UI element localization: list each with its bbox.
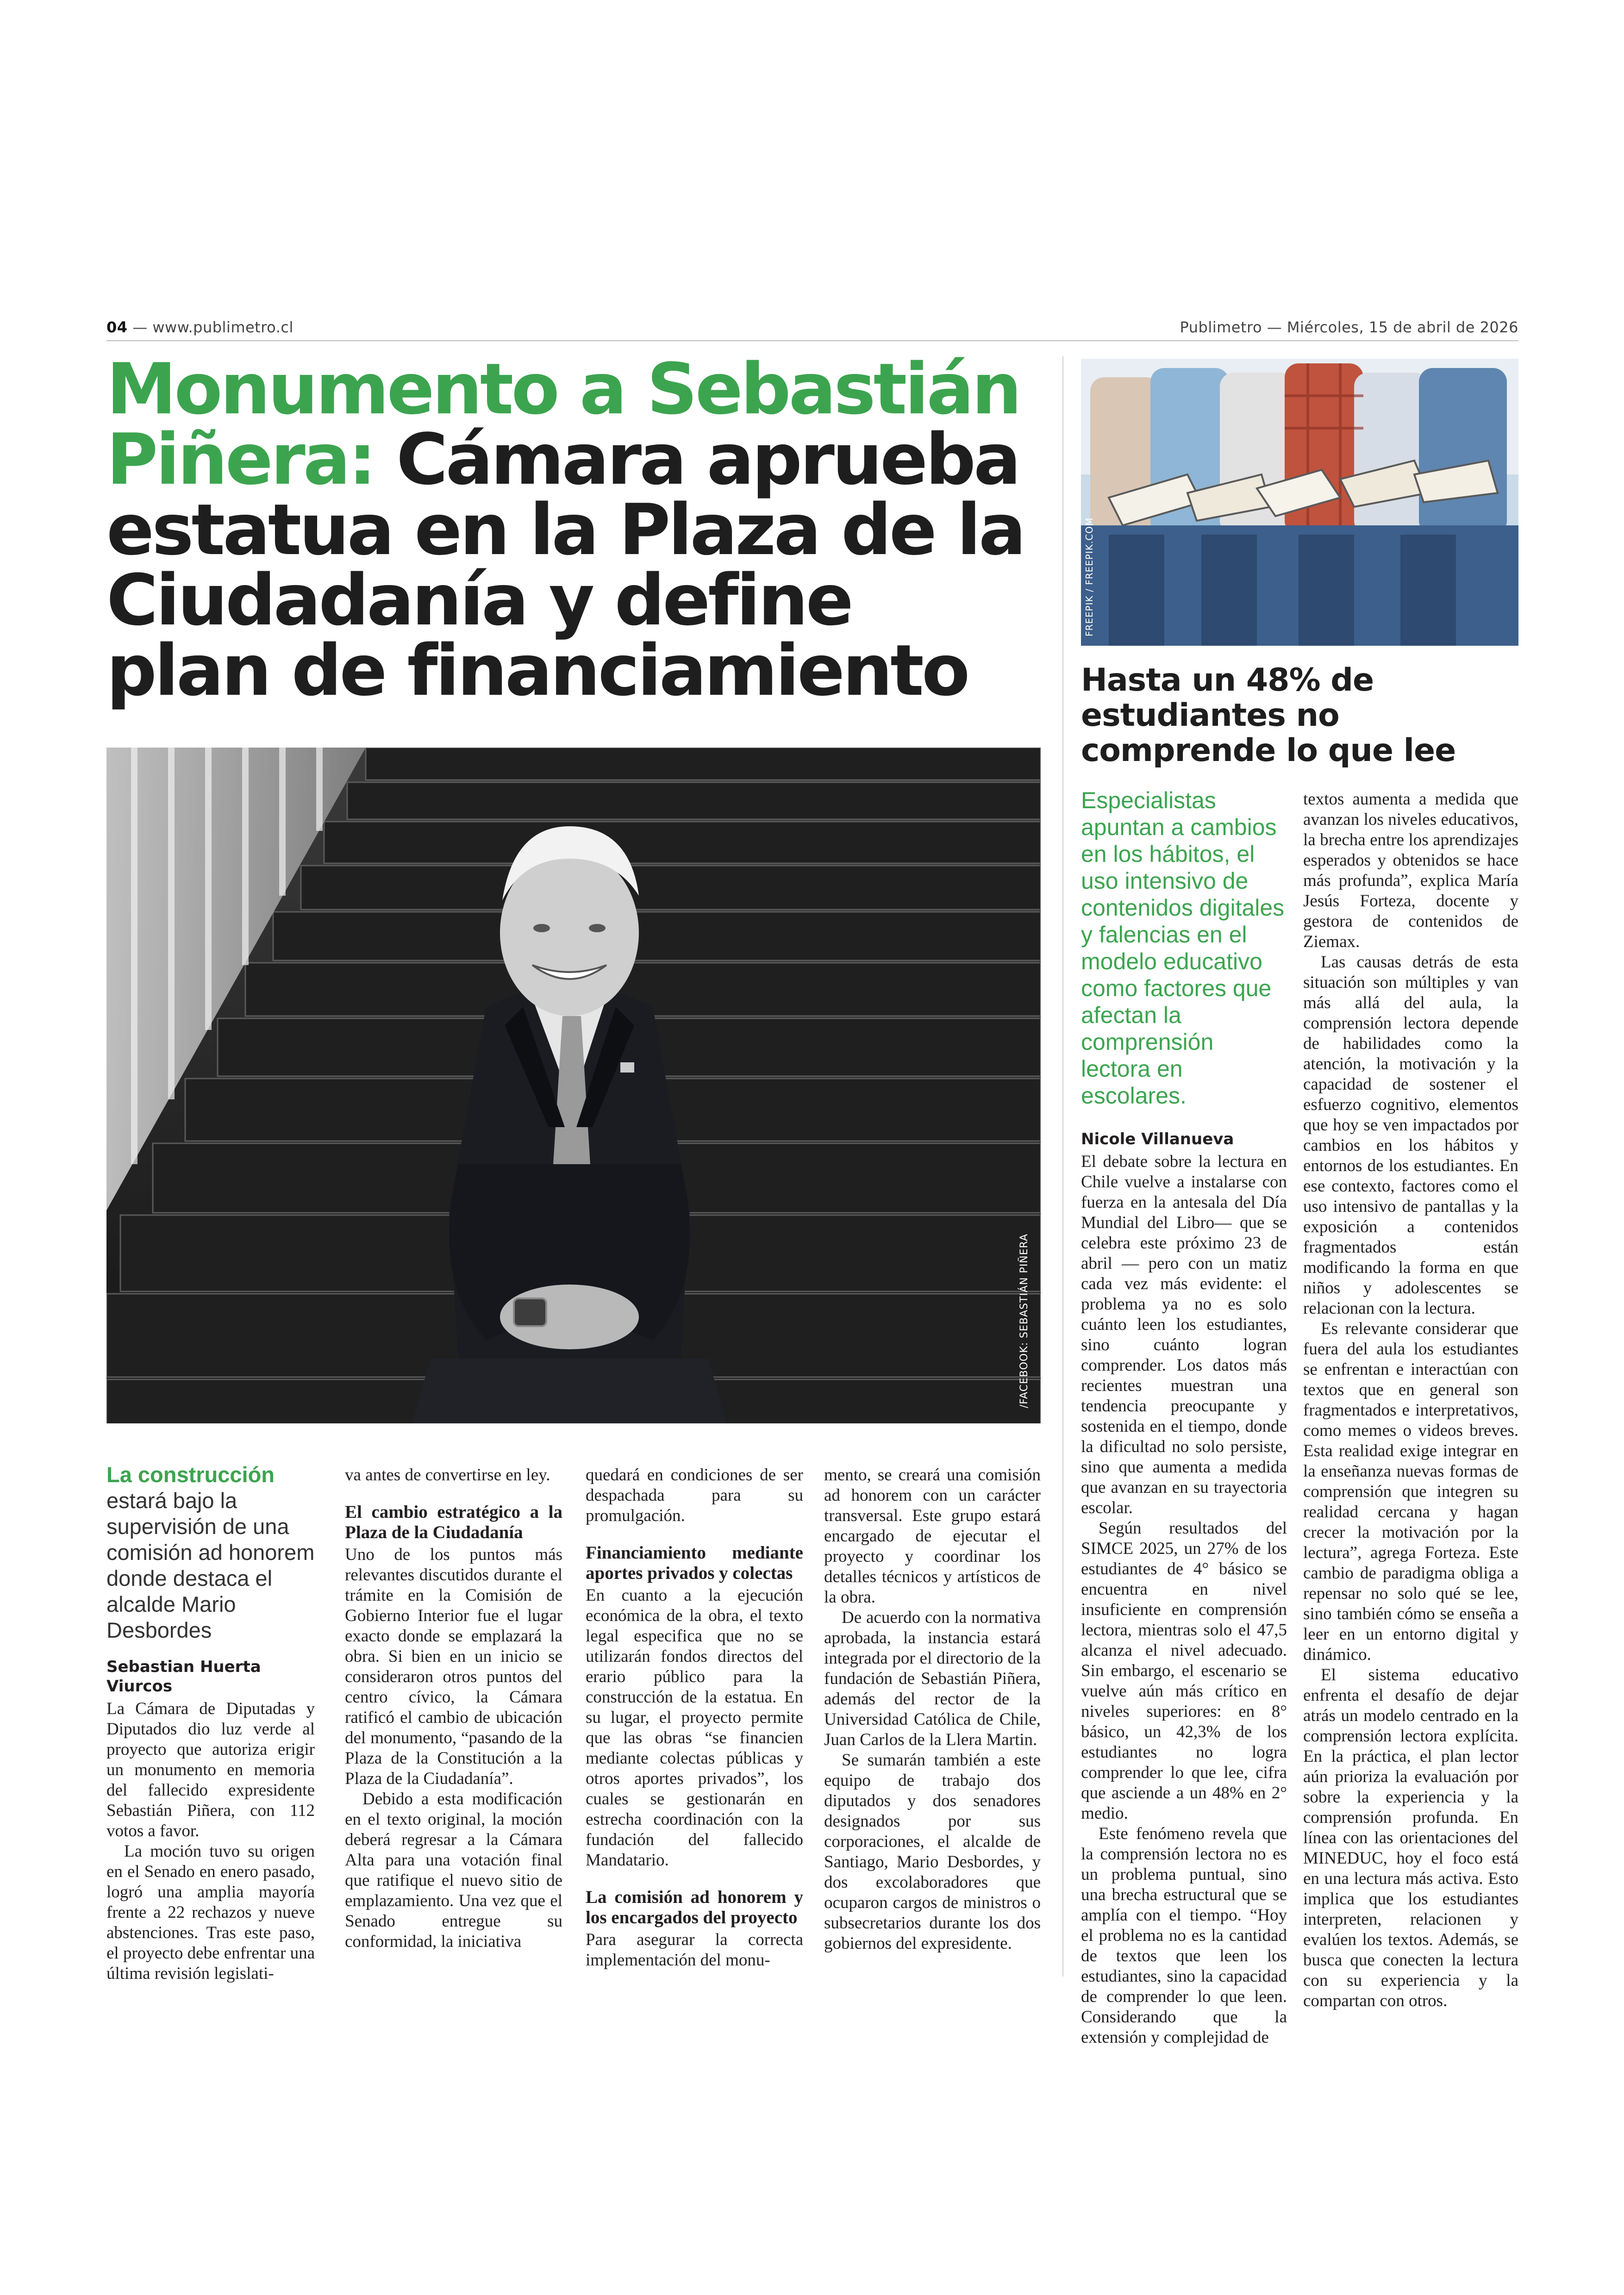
main-paragraph: La Cámara de Diputadas y Diputados dio luz verde al proyecto que autoriza erigir un monumento en memoria del fallecido expresidente Sebastián Piñera, con 112 votos a favor. [106,1699,315,1840]
side-photo [1081,359,1518,646]
main-byline: Sebastian Huerta Viurcos [106,1658,261,1696]
main-headline [106,348,1032,711]
lead-text: estará bajo la supervisión de una comisión ad honorem donde destaca el alcalde Mario Desbordes [106,1488,315,1642]
main-paragraph: Se sumarán también a este equipo de trabajo dos diputados y dos senadores designados por sus corporaciones, el alcalde de Santiago, Mario Desbordes, y dos excolaboradores que ocuparon cargos de ministros o subsecretarios durante los dos gobiernos del expresidente. [824,1751,1041,1953]
side-byline: Nicole Villanueva [1081,1130,1234,1148]
main-col-3 [586,1465,803,1971]
headline-green: Monumento a Sebastián Piñera: [106,348,1020,500]
page-folio: 04 — www.publimetro.cl [106,318,294,336]
main-col-1 [106,1462,315,1984]
page-number: 04 [106,318,128,336]
main-paragraph: quedará en condiciones de ser despachada para su promulgación. [586,1466,803,1525]
site-url[interactable]: www.publimetro.cl [152,318,294,336]
subhead-comision: La comisión ad honorem y los encargados del proyecto [586,1887,803,1927]
main-col-4 [824,1465,1041,1954]
main-photo [106,748,1041,1423]
subhead-financiamiento: Financiamiento mediante aportes privados y colectas [586,1543,803,1583]
side-paragraph: El debate sobre la lectura en Chile vuelve a instalarse con fuerza en la antesala del Día Mundial del Libro— que se celebra este próximo 23 de abril — pero con un matiz cada vez más evidente: el problema ya no es solo cuánto leen los estudiantes, sino cuánto logran comprender. Los datos más recientes muestran una tendencia preocupante y sostenida en el tiempo, donde la dificultad no solo persiste, sino que aumenta a medida que avanzan en su trayectoria escolar. [1081,1152,1287,1517]
side-photo-credit: FREEPIK / FREEPIK.COM [1084,517,1095,636]
lead-bold: La construcción [106,1462,275,1487]
column-divider [1062,356,1063,1977]
main-paragraph: De acuerdo con la normativa aprobada, la instancia estará integrada por el directorio de la fundación de Sebastián Piñera, además del rector de la Universidad Católica de Chile, Juan Carlos de la Llera Martin. [824,1608,1041,1749]
header-rule [106,340,1518,341]
subhead-cambio: El cambio estratégico a la Plaza de la Ciudadanía [345,1502,562,1542]
main-paragraph: va antes de convertirse en ley. [345,1466,550,1484]
main-paragraph: Uno de los puntos más relevantes discutidos durante el trámite en la Comisión de Gobierno Interior fue el lugar exacto donde se emplazará la obra. Si bien en un inicio se consideraron otros puntos del centro cívico, la Cámara ratificó el cambio de ubicación del monumento, “pasando de la Plaza de la Constitución a la Plaza de la Ciudadanía”. [345,1545,562,1788]
main-photo-illustration [106,748,1041,1423]
headline-rest: Cámara aprueba estatua en la Plaza de la Ciudadanía y define plan de financiamiento [106,418,1024,711]
side-paragraph: Es relevante considerar que fuera del aula los estudiantes se enfrentan e interactúan con textos que en general son fragmentados e interpretativos, como memes o videos breves. Esta realidad exige integrar en la enseñanza nuevas formas de comprensión que integren su realidad cercana y hagan crecer la motivación por la lectura”, agrega Forteza. Este cambio de paradigma obliga a repensar no solo qué se lee, sino también cómo se enseña a leer en un entorno digital y dinámico. [1303,1319,1518,1664]
side-deck: Especialistas apuntan a cambios en los hábitos, el uso intensivo de contenidos digitales y falencias en el modelo educativo como factores que afectan la comprensión lectora en escolares. [1081,787,1285,1109]
main-paragraph: La moción tuvo su origen en el Senado en enero pasado, logró una amplia mayoría frente a 22 rechazos y nueve abstenciones. Tras este paso, el proyecto debe enfrentar una última revisión legislati- [106,1842,315,1983]
side-col-1 [1081,787,1287,2048]
side-paragraph: Las causas detrás de esta situación son múltiples y van más allá del aula, la comprensión lectora depende de habilidades como la atención, la motivación y la capacidad de sostener el esfuerzo cognitivo, elementos que hoy se ven impactados por cambios en los hábitos y entornos de los estudiantes. En ese contexto, factores como el uso intensivo de pantallas y la exposición a contenidos fragmentados están modificando la forma en que niños y adolescentes se relacionan con la lectura. [1303,953,1518,1318]
main-paragraph: mento, se creará una comisión ad honorem con un carácter transversal. Este grupo estará encargado de ejecutar el proyecto y coordinar los detalles técnicos y artísticos de la obra. [824,1466,1041,1607]
issue-date: Publimetro — Miércoles, 15 de abril de 2026 [1180,318,1518,336]
side-paragraph: Según resultados del SIMCE 2025, un 27% de los estudiantes de 4° básico se encuentra en nivel insuficiente en comprensión lectora, mientras solo el 47,5 alcanza el nivel adecuado. Sin embargo, el escenario se vuelve aún más crítico en niveles superiores: en 8° básico, un 42,3% de los estudiantes no logra comprender lo que lee, cifra que asciende a un 48% en 2° medio. [1081,1519,1287,1823]
main-photo-credit: /FACEBOOK: SEBASTIÁN PIÑERA [1018,1234,1030,1409]
side-paragraph: El sistema educativo enfrenta el desafío de dejar atrás un modelo centrado en la comprensión lectora explícita. En la práctica, el plan lector aún prioriza la evaluación por sobre la experiencia y la comprensión profunda. En línea con las orientaciones del MINEDUC, hoy el foco está en una lectura más activa. Esto implica que los estudiantes interpreten, relacionen y evalúen los textos. Además, se busca que conecten la lectura con su experiencia y la compartan con otros. [1303,1665,1518,2010]
side-paragraph: textos aumenta a medida que avanzan los niveles educativos, la brecha entre los aprendizajes esperados y obtenidos se hace más profunda”, explica María Jesús Forteza, docente y gestora de contenidos de Ziemax. [1303,790,1518,951]
side-photo-illustration [1081,359,1518,646]
main-paragraph: Para asegurar la correcta implementación del monu- [586,1930,803,1970]
main-paragraph: Debido a esta modificación en el texto original, la moción deberá regresar a la Cámara Alta para una votación final que ratifique el nuevo sitio de emplazamiento. Una vez que el Senado entregue su conformidad, la iniciativa [345,1790,562,1951]
main-paragraph: En cuanto a la ejecución económica de la obra, el texto legal especifica que no se utilizarán fondos directos del erario público para la construcción de la estatua. En su lugar, el proyecto permite que las obras “se financien mediante colectas públicas y otros aportes privados”, los cuales se gestionarán en estrecha coordinación con la fundación del fallecido Mandatario. [586,1586,803,1870]
side-paragraph: Este fenómeno revela que la comprensión lectora no es un problema puntual, sino una brecha estructural que se amplía con el tiempo. “Hoy el problema no es la cantidad de textos que leen los estudiantes, sino la capacidad de comprender lo que leen. Considerando que la extensión y complejidad de [1081,1824,1287,2047]
side-col-2 [1303,789,1518,2011]
main-col-2 [345,1465,562,1952]
main-lead [106,1462,315,1643]
side-headline: Hasta un 48% de estudiantes no comprende lo que lee [1081,662,1456,769]
